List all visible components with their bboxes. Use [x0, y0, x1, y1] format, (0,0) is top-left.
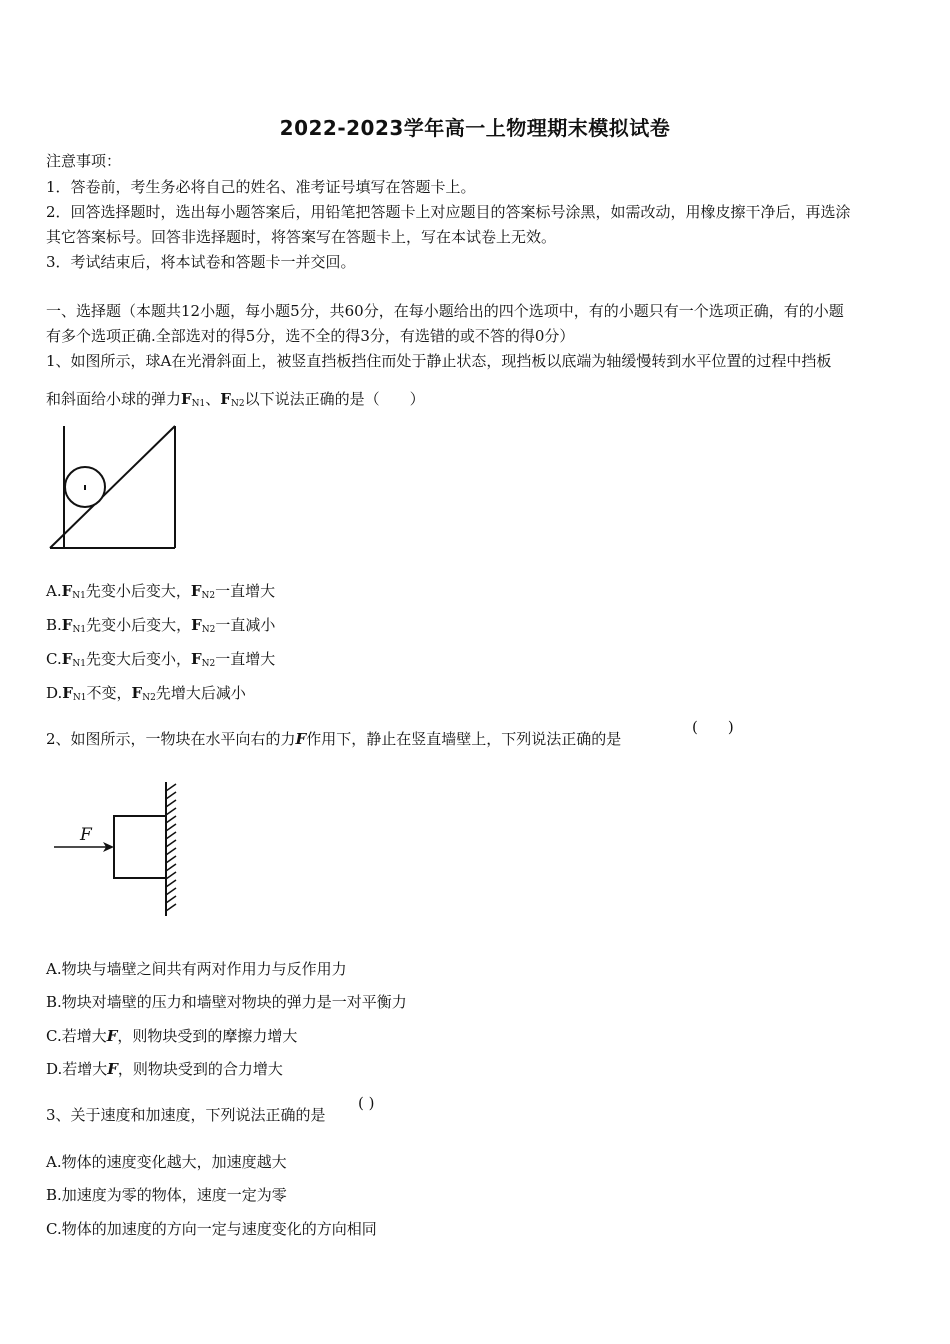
option-text: C.若增大	[46, 1027, 107, 1045]
hatch-mark	[166, 888, 176, 895]
hatch-mark	[166, 880, 176, 887]
q2-figure-block-on-wall	[50, 778, 185, 920]
section-instructions-2: 有多个选项正确.全部选对的得5分，选不全的得3分，有选错的或不答的得0分）	[46, 327, 575, 345]
q3-option-c: C.物体的加速度的方向一定与速度变化的方向相同	[46, 1220, 377, 1238]
option-letter: C.	[46, 650, 62, 668]
block	[114, 816, 166, 878]
hatch-mark	[166, 808, 176, 815]
notice-item-3: 3．考试结束后，将本试卷和答题卡一并交回。	[46, 253, 356, 271]
hatch-mark	[166, 784, 176, 791]
option-text: ，则物块受到的合力增大	[117, 1060, 283, 1078]
option-text: 一直增大	[215, 650, 276, 668]
option-letter: B.	[46, 616, 62, 634]
subscript: N1	[191, 399, 206, 409]
subscript: N2	[201, 591, 216, 601]
hatch-mark	[166, 832, 176, 839]
q1-stem-pre: 和斜面给小球的弹力	[46, 390, 182, 408]
force-symbol: F	[295, 730, 307, 748]
option-text: 先变大后变小，	[85, 650, 191, 668]
force-symbol: F	[131, 684, 143, 702]
hatch-mark	[166, 816, 176, 823]
separator: 、	[205, 390, 221, 408]
q1-option-d	[46, 682, 246, 709]
subscript: N1	[72, 693, 87, 703]
q1-stem-line2	[46, 388, 425, 415]
option-text: 先变小后变大，	[86, 616, 192, 634]
force-label: F	[80, 825, 92, 845]
option-text: 不变，	[86, 684, 132, 702]
subscript: N1	[72, 659, 86, 669]
option-text: D.若增大	[46, 1060, 108, 1078]
q2-stem-post: 作用下，静止在竖直墙壁上，下列说法正确的是	[306, 730, 622, 748]
hatch-mark	[166, 792, 176, 799]
q3-stem: 3、关于速度和加速度，下列说法正确的是	[46, 1106, 326, 1124]
notice-item-2: 2．回答选择题时，选出每小题答案后，用铅笔把答题卡上对应题目的答案标号涂黑，如需改动，用橡皮擦干净后，再选涂	[46, 203, 851, 221]
section-instructions-1: 一、选择题（本题共12小题，每小题5分，共60分，在每小题给出的四个选项中，有的小题只有一个选项正确，有的小题	[46, 302, 844, 320]
answer-paren: ( )	[692, 718, 734, 736]
subscript: N2	[142, 693, 156, 703]
force-symbol: F	[61, 616, 73, 634]
hatch-mark	[166, 856, 176, 863]
q3-option-a: A.物体的速度变化越大，加速度越大	[46, 1153, 287, 1171]
hatch-mark	[166, 848, 176, 855]
option-text: ，则物块受到的摩擦力增大	[117, 1027, 298, 1045]
force-symbol: F	[61, 582, 73, 600]
option-text: 一直增大	[215, 582, 276, 600]
hatch-mark	[166, 872, 176, 879]
hatch-mark	[166, 904, 176, 911]
hatch-mark	[166, 800, 176, 807]
q1-option-a	[46, 580, 275, 607]
hatch-mark	[166, 840, 176, 847]
option-letter: D.	[46, 684, 63, 702]
option-text: 一直减小	[215, 616, 276, 634]
q1-option-c	[46, 648, 275, 675]
notice-heading: 注意事项：	[46, 152, 122, 170]
q1-option-b	[46, 614, 275, 641]
q3-option-b: B.加速度为零的物体，速度一定为零	[46, 1186, 287, 1204]
force-symbol: F	[191, 650, 202, 668]
q1-figure-ball-on-incline	[44, 420, 184, 555]
force-symbol: F	[62, 684, 73, 702]
force-symbol: F	[181, 390, 192, 408]
answer-paren: ( )	[358, 1094, 375, 1112]
subscript: N2	[201, 659, 216, 669]
force-symbol: F	[107, 1060, 118, 1078]
force-symbol: F	[191, 616, 202, 634]
subscript: N1	[72, 591, 86, 601]
option-text: 先增大后减小	[155, 684, 246, 702]
force-symbol: F	[61, 650, 73, 668]
q2-option-a: A.物块与墙壁之间共有两对作用力与反作用力	[46, 960, 347, 978]
subscript: N2	[230, 399, 245, 409]
option-letter: A.	[46, 582, 62, 600]
q1-stem-post: 以下说法正确的是（ ）	[244, 390, 425, 408]
subscript: N1	[72, 625, 87, 635]
option-text: 先变小后变大，	[85, 582, 191, 600]
hatch-mark	[166, 896, 176, 903]
q2-option-b: B.物块对墙壁的压力和墙壁对物块的弹力是一对平衡力	[46, 993, 407, 1011]
q1-stem-line1: 1、如图所示，球A在光滑斜面上，被竖直挡板挡住而处于静止状态，现挡板以底端为轴缓慢转到水平位置的过程中挡板	[46, 352, 832, 370]
q2-option-d	[46, 1058, 283, 1080]
page-title: 2022-2023学年高一上物理期末模拟试卷	[279, 116, 671, 140]
force-symbol: F	[106, 1027, 118, 1045]
notice-item-1: 1．答卷前，考生务必将自己的姓名、准考证号填写在答题卡上。	[46, 178, 476, 196]
notice-item-2-cont: 其它答案标号。回答非选择题时，将答案写在答题卡上，写在本试卷上无效。	[46, 228, 557, 246]
q2-stem-pre: 2、如图所示，一物块在水平向右的力	[46, 730, 296, 748]
q2-option-c	[46, 1025, 297, 1047]
q2-stem	[46, 728, 621, 750]
hatch-mark	[166, 824, 176, 831]
force-symbol: F	[190, 582, 202, 600]
force-symbol: F	[220, 390, 231, 408]
hatch-mark	[166, 864, 176, 871]
wall-hatching	[166, 784, 176, 911]
subscript: N2	[201, 625, 216, 635]
